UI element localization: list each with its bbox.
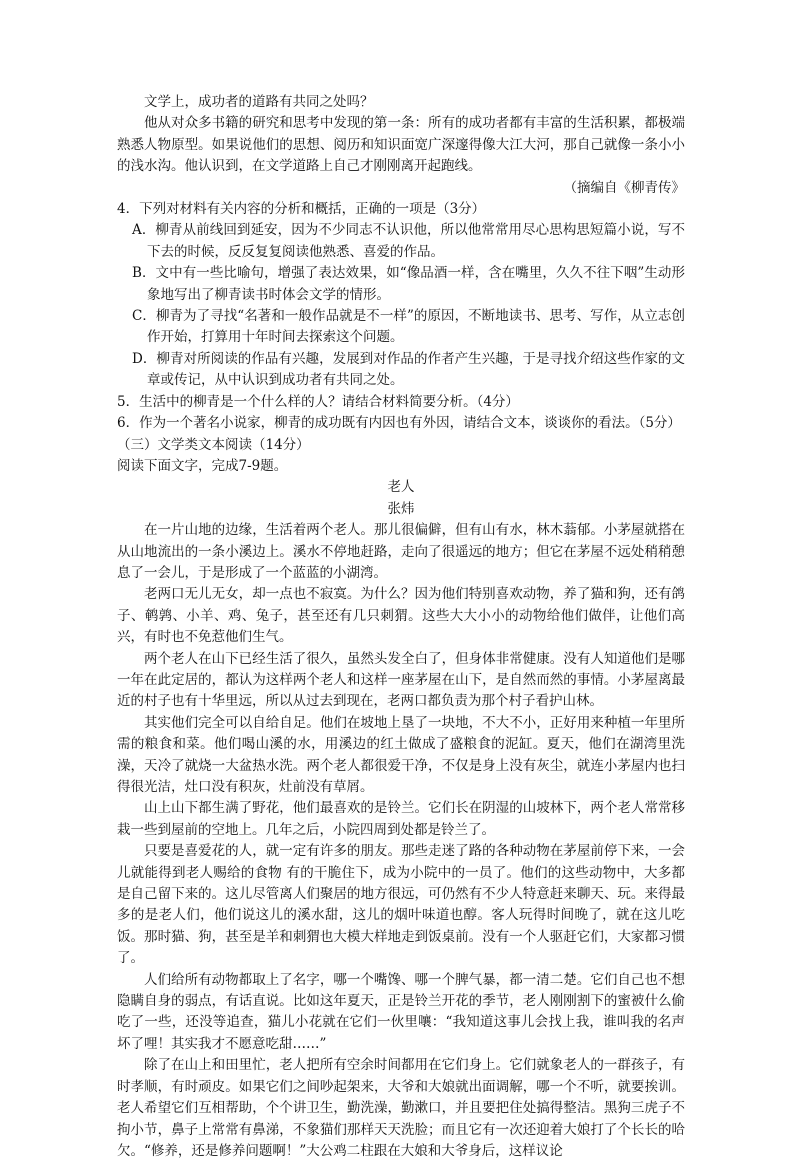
story-paragraph: 除了在山上和田里忙，老人把所有空余时间都用在它们身上。它们就象老人的一群孩子，有时孝顺，有时顽皮。如果它们之间吵起架来，大爷和大娘就出面调解，哪一个不听，就要挨训。老人希望它们互相帮助，个个讲卫生，勤洗澡，勤漱口，并且要把住处搞得整洁。黑狗三虎子不拘小节，鼻子上常常有鼻涕，不象猫们那样天天洗脸；而且它有一次还迎着大娘打了个长长的哈欠。“修养，还是修养问题啊！”大公鸡二柱跟在大娘和大爷身后，这样议论 [117, 1057, 685, 1159]
story-paragraph: 山上山下都生满了野花，他们最喜欢的是铃兰。它们长在阴湿的山坡林下，两个老人常常移栽一些到屋前的空地上。几年之后，小院四周到处都是铃兰了。 [117, 800, 685, 838]
question-4-option-a: A．柳青从前线回到延安，因为不少同志不认识他，所以他常常用尽心思构思短篇小说，写不下去的时候，反反复复阅读他熟悉、喜爱的作品。 [132, 222, 685, 260]
section-header: （三）文学类文本阅读（14分） [117, 436, 310, 453]
story-author: 张炜 [387, 500, 415, 517]
source-citation: （摘编自《柳青传》 [563, 179, 685, 196]
question-4-option-c: C．柳青为了寻找“名著和一般作品就是不一样”的原因，不断地读书、思考、写作，从立志创作开始，打算用十年时间去探索这个问题。 [132, 308, 685, 346]
story-paragraph: 两个老人在山下已经生活了很久，虽然头发全白了，但身体非常健康。没有人知道他们是哪一年在此定居的，都认为这样两个老人和这样一座茅屋在山下，是自然而然的事情。小茅屋离最近的村子也有十华里远，所以从过去到现在，老两口都负责为那个村子看护山林。 [117, 650, 685, 710]
question-4-option-d: D．柳青对所阅读的作品有兴趣，发展到对作品的作者产生兴趣，于是寻找介绍这些作家的文章或传记，从中认识到成功者有共同之处。 [132, 350, 685, 389]
question-6: 6．作为一个著名小说家，柳青的成功既有内因也有外因，请结合文本，谈谈你的看法。（5分） [117, 415, 681, 432]
story-paragraph: 老两口无儿无女，却一点也不寂寞。为什么？因为他们特别喜欢动物，养了猫和狗，还有鸽子、鹌鹑、小羊、鸡、兔子，甚至还有几只刺猬。这些大大小小的动物给他们做伴，让他们高兴，有时也不免惹他们生气。 [117, 586, 685, 646]
story-title: 老人 [387, 479, 415, 496]
question-4-option-b: B．文中有一些比喻句，增强了表达效果，如“像品酒一样，含在嘴里，久久不往下咽”生动形象地写出了柳青读书时体会文学的情形。 [132, 265, 685, 303]
question-4-stem: 4．下列对材料有关内容的分析和概括，正确的一项是（3分） [117, 201, 486, 218]
intro-question: 文学上，成功者的道路有共同之处吗？ [144, 94, 374, 110]
section-instruction: 阅读下面文字，完成7-9题。 [117, 457, 288, 474]
question-5: 5．生活中的柳青是一个什么样的人？请结合材料简要分析。（4分） [117, 393, 519, 410]
story-paragraph: 人们给所有动物都取上了名字，哪一个嘴馋、哪一个脾气暴，都一清二楚。它们自己也不想隐瞒自身的弱点，有话直说。比如这年夏天，正是铃兰开花的季节，老人刚刚割下的蜜被什么偷吃了一些，还没等追查，猫儿小花就在它们一伙里嚷：“我知道这事儿会找上我，谁叫我的名声坏了哩！其实我才不愿意吃甜……” [117, 971, 685, 1052]
story-paragraph: 其实他们完全可以自给自足。他们在坡地上垦了一块地，不大不小，正好用来种植一年里所需的粮食和菜。他们喝山溪的水，用溪边的红土做成了盛粮食的泥缸。夏天，他们在湖湾里洗澡，天冷了就烧一大盆热水洗。两个老人都很爱干净，不仅是身上没有灰尘，就连小茅屋内也扫得很光洁，灶口没有积灰，灶前没有草屑。 [117, 714, 685, 795]
story-paragraph: 只要是喜爱花的人，就一定有许多的朋友。那些走迷了路的各种动物在茅屋前停下来，一会儿就能得到老人赐给的食物 有的干脆住下，成为小院中的一员了。他们的这些动物中，大多都是自己留下来的。这儿尽管离人们聚居的地方很远，可仍然有不少人特意赶来聊天、玩。来得最多的是老人们，他们说这儿的溪水甜，这儿的烟叶味道也醇。客人玩得时间晚了，就在这儿吃饭。那时猫、狗，甚至是羊和刺猬也大模大样地走到饭桌前。没有一个人驱赶它们，大家都习惯了。 [117, 843, 685, 967]
document-page [117, 92, 685, 1162]
intro-paragraph: 他从对众多书籍的研究和思考中发现的第一条：所有的成功者都有丰富的生活积累，都极端熟悉人物原型。如果说他们的思想、阅历和知识面宽广深邃得像大江大河，那自己就像一条小小的浅水沟。他认识到，在文学道路上自己才刚刚离开起跑线。 [117, 115, 685, 175]
story-paragraph: 在一片山地的边缘，生活着两个老人。那儿很偏僻，但有山有水，林木蓊郁。小茅屋就搭在从山地流出的一条小溪边上。溪水不停地赶路，走向了很遥远的地方；但它在茅屋不远处稍稍憩息了一会儿，于是形成了一个蓝蓝的小湖湾。 [117, 522, 685, 581]
